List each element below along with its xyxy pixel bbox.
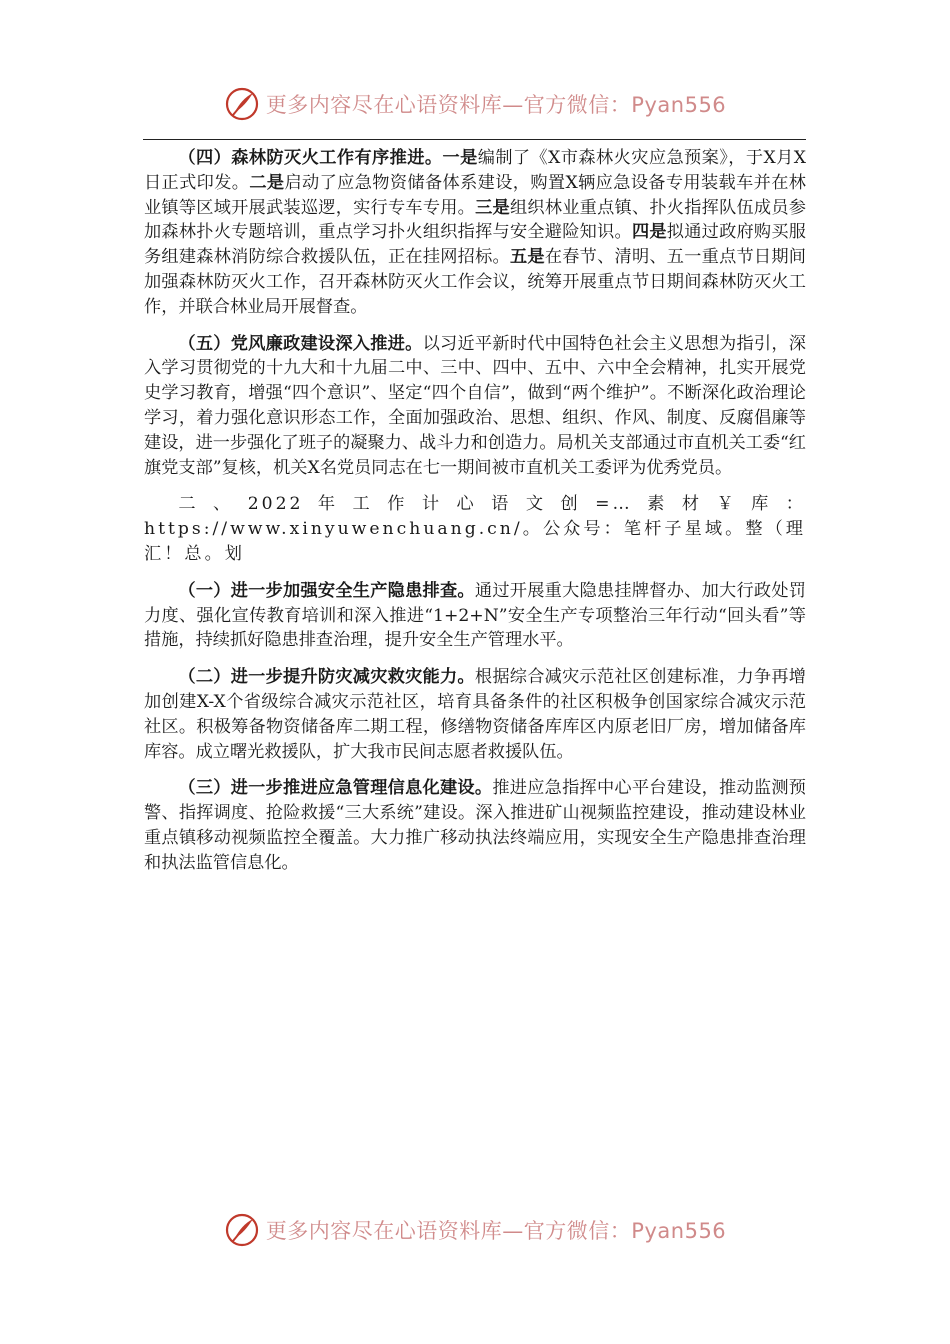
point-text: 组织林业重点镇、扑火指挥队伍成员参加森林扑火专题培训，重点学习扑火组织指挥与安全避险知识。 — [144, 197, 806, 243]
paragraph-title: （二）进一步提升防灾减灾救灾能力。 — [178, 667, 475, 688]
point-text: 启动了应急物资储备体系建设，购置X辆应急设备专用装载车并在林业镇等区域开展武装巡逻，实行专车专用。 — [144, 172, 806, 218]
paragraph-informatization — [144, 776, 806, 875]
header-banner — [0, 84, 950, 124]
paragraph-text: 推进应急指挥中心平台建设，推动监测预警、指挥调度、抢险救援“三大系统”建设。深入推进矿山视频监控建设，推动建设林业重点镇移动视频监控全覆盖。大力推广移动执法终端应用，实现安全生产隐患排查治理和执法监管信息化。 — [144, 778, 806, 873]
document-body — [144, 146, 806, 888]
point-text: 在春节、清明、五一重点节日期间加强森林防灭火工作，召开森林防灭火工作会议，统筹开展重点节日期间森林防灭火工作，并联合林业局开展督查。 — [144, 247, 806, 317]
paragraph-text: 根据综合减灾示范社区创建标准，力争再增加创建X-X个省级综合减灾示范社区，培育具备条件的社区积极争创国家综合减灾示范社区。积极筹备物资储备库二期工程，修缮物资储备库库区内原老旧厂房，增加储备库库容。成立曙光救援队，扩大我市民间志愿者救援队伍。 — [144, 667, 806, 762]
header-divider — [143, 139, 806, 140]
point-text: 编制了《X市森林火灾应急预案》，于X月X日正式印发。 — [144, 148, 806, 193]
point-lead: 三是 — [475, 197, 510, 218]
paragraph-forest-fire — [144, 146, 806, 320]
paragraph-hazard-inspection — [144, 579, 806, 653]
point-lead: 二是 — [249, 172, 285, 193]
point-lead: 四是 — [631, 222, 667, 243]
paragraph-disaster-reduction — [144, 665, 806, 764]
paragraph-title: （五）党风廉政建设深入推进。 — [178, 333, 423, 354]
header-banner-text: 更多内容尽在心语资料库—官方微信：Pyan556 — [265, 93, 727, 117]
paragraph-title: （一）进一步加强安全生产隐患排查。 — [178, 580, 475, 601]
paragraph-text: 通过开展重大隐患挂牌督办、加大行政处罚力度、强化宣传教育培训和深入推进“1+2+N”安全生产专项整治三年行动“回头看”等措施，持续抓好隐患排查治理，提升安全生产管理水平。 — [144, 580, 806, 651]
point-lead: 五是 — [509, 247, 545, 268]
paragraph-title: （四）森林防灭火工作有序推进。 — [178, 148, 443, 168]
paragraph-party-building — [144, 332, 806, 481]
footer-banner — [0, 1210, 950, 1250]
point-text: 拟通过政府购买服务组建森林消防综合救援队伍，正在挂网招标。 — [144, 222, 806, 268]
point-lead: 一是 — [442, 148, 478, 168]
paragraph-title: （三）进一步推进应急管理信息化建设。 — [178, 778, 493, 799]
quill-logo-icon — [224, 1212, 260, 1248]
footer-banner-text: 更多内容尽在心语资料库—官方微信：Pyan556 — [265, 1219, 727, 1243]
paragraph-text: 以习近平新时代中国特色社会主义思想为指引，深入学习贯彻党的十九大和十九届二中、三中、四中、五中、六中全会精神，扎实开展党史学习教育，增强“四个意识”、坚定“四个自信”，做到“两个维护”。不断深化政治理论学习，着力强化意识形态工作，全面加强政治、思想、组织、作风、制度、反腐倡廉等建设，进一步强化了班子的凝聚力、战斗力和创造力。局机关支部通过市直机关工委“红旗党支部”复核，机关X名党员同志在七一期间被市直机关工委评为优秀党员。 — [144, 333, 806, 478]
quill-logo-icon — [224, 86, 260, 122]
section-heading-2022-plan: 二、2022年工作计心语文创=…素材￥库：https://www.xinyuwenchuang.cn/。公众号：笔杆子星域。整（理汇！总。划 — [144, 494, 806, 564]
